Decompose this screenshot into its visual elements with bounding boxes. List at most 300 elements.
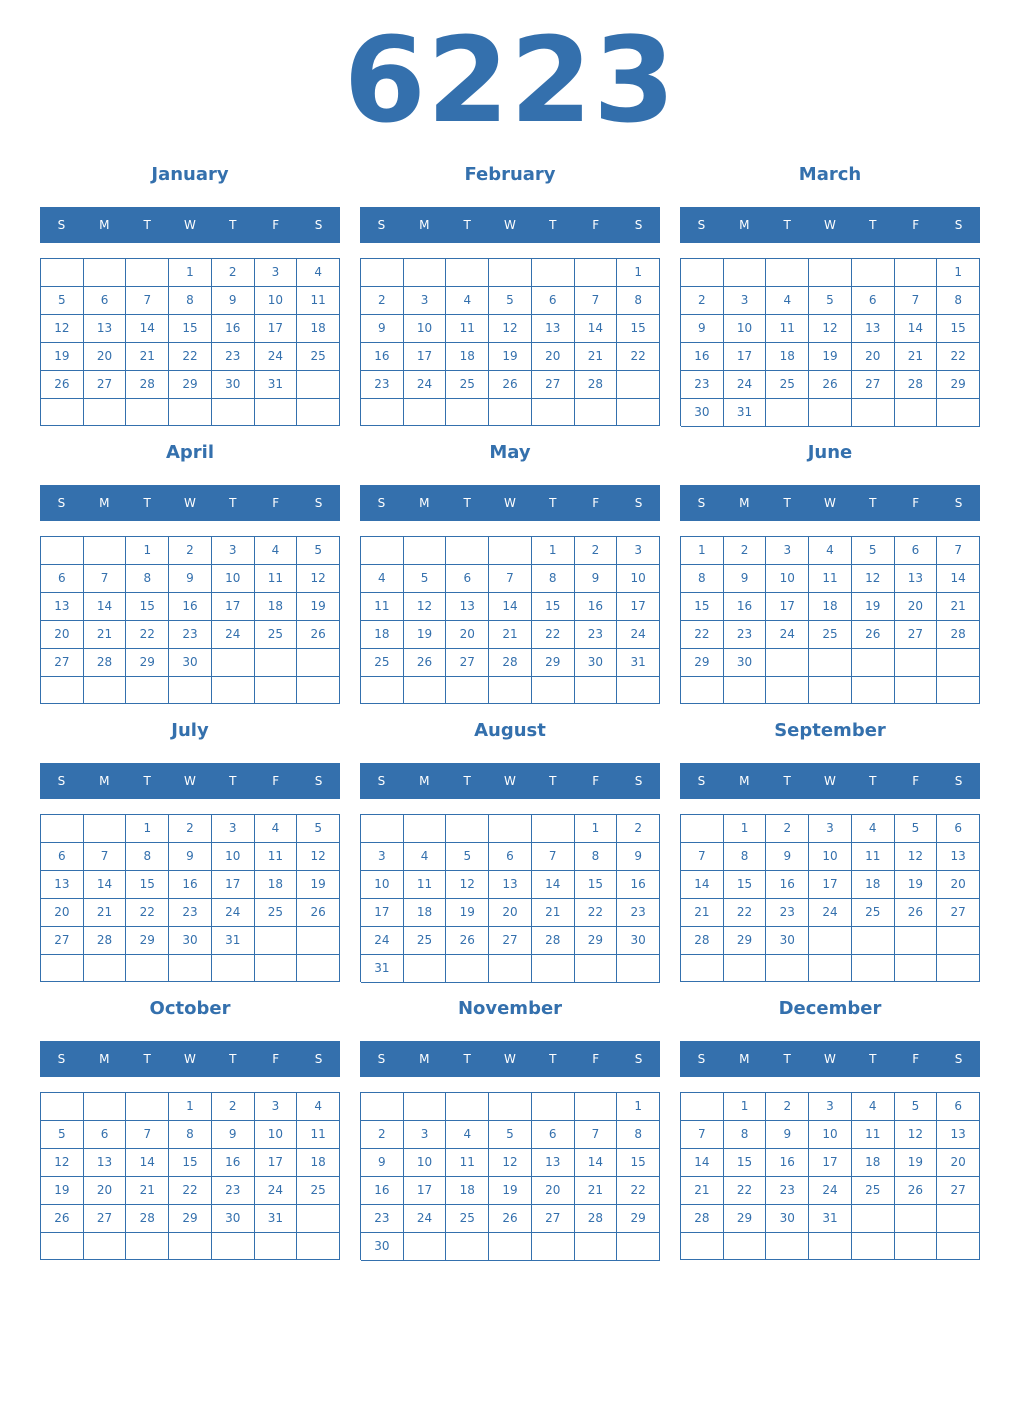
day-cell (766, 399, 809, 427)
day-cell: 7 (126, 1121, 169, 1149)
day-cell: 30 (724, 649, 767, 677)
day-cell: 11 (852, 1121, 895, 1149)
day-cell (766, 259, 809, 287)
day-cell (212, 399, 255, 426)
weekday-label: F (272, 496, 280, 510)
weekday-label: M (99, 218, 110, 232)
day-cell: 2 (681, 287, 724, 315)
day-cell: 16 (169, 593, 212, 621)
day-cell: 6 (446, 565, 489, 593)
day-cell: 19 (297, 593, 340, 621)
day-cell: 11 (255, 843, 298, 871)
day-cell: 28 (575, 371, 618, 399)
day-cell: 12 (809, 315, 852, 343)
day-cell (766, 677, 809, 704)
day-cell: 13 (895, 565, 938, 593)
day-cell: 21 (489, 621, 532, 649)
day-cell (84, 1233, 127, 1260)
weekday-label: S (697, 218, 706, 232)
day-cell: 14 (575, 315, 618, 343)
day-grid (680, 536, 980, 704)
day-cell: 13 (937, 843, 980, 871)
day-cell: 22 (169, 1177, 212, 1205)
weekday-label: M (419, 774, 430, 788)
weekday-label: W (504, 1052, 516, 1066)
day-cell: 20 (852, 343, 895, 371)
weekday-label: T (143, 1052, 151, 1066)
day-cell: 6 (937, 815, 980, 843)
day-cell (617, 371, 660, 399)
weekday-label: F (272, 774, 280, 788)
weekday-label: F (592, 218, 600, 232)
day-cell: 11 (297, 287, 340, 315)
day-cell: 9 (361, 315, 404, 343)
day-cell: 16 (766, 871, 809, 899)
day-cell: 11 (446, 315, 489, 343)
day-cell: 10 (212, 843, 255, 871)
day-cell: 3 (617, 537, 660, 565)
day-cell: 31 (617, 649, 660, 677)
day-cell: 25 (766, 371, 809, 399)
weekday-header (360, 207, 660, 243)
day-cell: 25 (809, 621, 852, 649)
day-cell: 17 (404, 343, 447, 371)
weekday-label: T (143, 218, 151, 232)
day-cell (212, 955, 255, 982)
day-cell: 13 (84, 315, 127, 343)
day-cell: 14 (937, 565, 980, 593)
day-cell: 7 (84, 565, 127, 593)
day-cell: 20 (937, 871, 980, 899)
day-cell (126, 677, 169, 704)
day-cell: 9 (212, 1121, 255, 1149)
day-cell: 1 (126, 537, 169, 565)
day-cell: 4 (852, 815, 895, 843)
day-cell: 20 (84, 343, 127, 371)
day-cell (724, 955, 767, 982)
day-cell: 14 (84, 871, 127, 899)
day-cell: 8 (617, 1121, 660, 1149)
weekday-label: M (99, 774, 110, 788)
day-cell: 28 (84, 649, 127, 677)
day-cell: 7 (84, 843, 127, 871)
weekday-header (680, 485, 980, 521)
day-cell: 15 (617, 1149, 660, 1177)
day-cell: 6 (937, 1093, 980, 1121)
day-cell (809, 677, 852, 704)
day-cell: 27 (937, 899, 980, 927)
weekday-label: F (912, 1052, 920, 1066)
day-cell: 20 (41, 899, 84, 927)
day-cell: 18 (255, 871, 298, 899)
weekday-header (680, 1041, 980, 1077)
day-cell: 17 (361, 899, 404, 927)
day-cell (255, 927, 298, 955)
day-cell: 17 (255, 315, 298, 343)
day-cell: 1 (575, 815, 618, 843)
day-cell: 18 (852, 871, 895, 899)
day-cell: 22 (681, 621, 724, 649)
day-cell: 30 (212, 371, 255, 399)
weekday-header (360, 485, 660, 521)
day-cell: 13 (852, 315, 895, 343)
day-cell: 4 (852, 1093, 895, 1121)
day-cell: 14 (575, 1149, 618, 1177)
day-cell (126, 1093, 169, 1121)
day-cell: 30 (361, 1233, 404, 1261)
weekday-label: W (184, 774, 196, 788)
day-cell: 9 (169, 843, 212, 871)
day-cell: 4 (446, 1121, 489, 1149)
weekday-label: T (549, 774, 557, 788)
day-cell: 16 (212, 315, 255, 343)
day-cell: 3 (212, 537, 255, 565)
day-cell (446, 677, 489, 704)
day-cell: 22 (617, 343, 660, 371)
day-cell: 23 (617, 899, 660, 927)
weekday-label: W (504, 774, 516, 788)
day-cell: 26 (895, 899, 938, 927)
day-cell: 6 (41, 565, 84, 593)
day-cell: 10 (724, 315, 767, 343)
day-cell: 15 (169, 315, 212, 343)
day-cell: 17 (617, 593, 660, 621)
day-cell: 25 (361, 649, 404, 677)
day-cell: 18 (446, 1177, 489, 1205)
day-cell (937, 955, 980, 982)
day-cell: 3 (255, 1093, 298, 1121)
weekday-label: T (869, 774, 877, 788)
weekday-label: W (184, 218, 196, 232)
day-cell: 23 (575, 621, 618, 649)
day-cell (617, 1233, 660, 1261)
weekday-label: M (419, 1052, 430, 1066)
day-cell: 9 (681, 315, 724, 343)
weekday-header (360, 1041, 660, 1077)
day-cell (852, 677, 895, 704)
weekday-label: M (419, 218, 430, 232)
day-cell: 12 (852, 565, 895, 593)
day-cell (212, 649, 255, 677)
day-cell (41, 537, 84, 565)
day-cell: 4 (809, 537, 852, 565)
day-cell: 19 (852, 593, 895, 621)
day-cell: 1 (532, 537, 575, 565)
day-cell: 12 (489, 315, 532, 343)
day-cell: 2 (724, 537, 767, 565)
day-cell: 3 (255, 259, 298, 287)
weekday-header (40, 207, 340, 243)
day-cell: 26 (41, 371, 84, 399)
weekday-header (40, 485, 340, 521)
day-cell: 23 (766, 899, 809, 927)
day-cell: 11 (446, 1149, 489, 1177)
day-grid (40, 258, 340, 426)
day-cell (489, 1093, 532, 1121)
weekday-label: W (504, 218, 516, 232)
day-cell: 7 (575, 287, 618, 315)
day-cell: 2 (169, 537, 212, 565)
day-cell: 30 (169, 927, 212, 955)
day-cell: 5 (404, 565, 447, 593)
month-title: January (151, 164, 229, 185)
day-cell (255, 955, 298, 982)
weekday-header (360, 763, 660, 799)
day-cell: 3 (212, 815, 255, 843)
day-cell: 27 (41, 927, 84, 955)
day-cell: 22 (575, 899, 618, 927)
day-cell: 2 (617, 815, 660, 843)
day-cell (937, 649, 980, 677)
day-cell (489, 1233, 532, 1261)
day-cell: 1 (617, 1093, 660, 1121)
day-cell: 6 (895, 537, 938, 565)
day-cell (489, 259, 532, 287)
day-cell: 26 (895, 1177, 938, 1205)
day-cell: 22 (617, 1177, 660, 1205)
day-cell: 18 (404, 899, 447, 927)
day-cell: 11 (361, 593, 404, 621)
day-cell: 15 (617, 315, 660, 343)
weekday-label: S (57, 496, 66, 510)
day-cell: 19 (446, 899, 489, 927)
day-cell (532, 955, 575, 983)
weekday-label: S (314, 1052, 323, 1066)
day-cell (404, 399, 447, 426)
day-cell: 11 (404, 871, 447, 899)
day-cell: 9 (766, 1121, 809, 1149)
day-cell: 19 (895, 871, 938, 899)
day-cell: 3 (724, 287, 767, 315)
day-grid (40, 1092, 340, 1260)
day-cell: 25 (852, 899, 895, 927)
day-cell (895, 649, 938, 677)
day-cell: 19 (895, 1149, 938, 1177)
day-cell: 16 (575, 593, 618, 621)
day-cell (84, 259, 127, 287)
day-cell: 7 (575, 1121, 618, 1149)
day-cell (937, 677, 980, 704)
day-cell: 12 (489, 1149, 532, 1177)
day-cell: 14 (489, 593, 532, 621)
day-cell: 21 (681, 1177, 724, 1205)
day-cell: 20 (532, 343, 575, 371)
day-cell: 7 (895, 287, 938, 315)
weekday-label: W (824, 496, 836, 510)
day-cell (41, 399, 84, 426)
day-cell: 17 (255, 1149, 298, 1177)
day-cell (895, 399, 938, 427)
day-cell: 22 (126, 621, 169, 649)
day-cell: 28 (532, 927, 575, 955)
day-cell: 30 (766, 1205, 809, 1233)
day-cell: 24 (724, 371, 767, 399)
day-cell: 16 (681, 343, 724, 371)
day-cell: 31 (724, 399, 767, 427)
day-cell (852, 955, 895, 982)
day-cell (532, 677, 575, 704)
day-cell (532, 1093, 575, 1121)
day-cell: 4 (766, 287, 809, 315)
day-cell: 20 (41, 621, 84, 649)
day-cell: 5 (809, 287, 852, 315)
day-cell: 5 (852, 537, 895, 565)
day-cell (617, 677, 660, 704)
day-cell (169, 1233, 212, 1260)
day-cell (84, 677, 127, 704)
day-cell: 24 (255, 1177, 298, 1205)
day-cell (84, 399, 127, 426)
day-cell (809, 649, 852, 677)
day-cell: 4 (255, 815, 298, 843)
day-cell (575, 399, 618, 426)
weekday-label: T (869, 1052, 877, 1066)
weekday-label: T (143, 496, 151, 510)
day-cell: 23 (681, 371, 724, 399)
day-cell: 9 (617, 843, 660, 871)
day-cell (724, 259, 767, 287)
day-cell: 15 (126, 871, 169, 899)
day-cell: 13 (41, 871, 84, 899)
weekday-label: T (229, 1052, 237, 1066)
day-cell (446, 259, 489, 287)
weekday-label: W (184, 1052, 196, 1066)
weekday-label: T (783, 1052, 791, 1066)
day-cell: 4 (297, 1093, 340, 1121)
day-cell: 28 (126, 1205, 169, 1233)
day-cell: 1 (169, 259, 212, 287)
day-cell: 26 (297, 621, 340, 649)
day-cell: 4 (446, 287, 489, 315)
day-cell: 13 (446, 593, 489, 621)
day-cell: 21 (84, 899, 127, 927)
day-cell (895, 677, 938, 704)
day-cell: 1 (937, 259, 980, 287)
weekday-label: W (824, 218, 836, 232)
day-cell (575, 1233, 618, 1261)
day-cell: 25 (297, 343, 340, 371)
weekday-label: T (463, 774, 471, 788)
day-cell: 2 (766, 815, 809, 843)
day-cell (84, 1093, 127, 1121)
day-cell (41, 815, 84, 843)
day-cell (84, 815, 127, 843)
day-cell: 10 (766, 565, 809, 593)
day-cell: 5 (446, 843, 489, 871)
day-cell (255, 649, 298, 677)
day-cell: 12 (446, 871, 489, 899)
day-cell: 27 (532, 371, 575, 399)
day-cell: 28 (895, 371, 938, 399)
day-cell: 6 (852, 287, 895, 315)
day-cell (126, 399, 169, 426)
day-grid (40, 536, 340, 704)
day-cell: 24 (809, 899, 852, 927)
day-grid (40, 814, 340, 982)
month-title: March (798, 164, 862, 185)
day-cell (852, 1205, 895, 1233)
day-cell (575, 1093, 618, 1121)
day-cell: 26 (489, 1205, 532, 1233)
weekday-header (40, 1041, 340, 1077)
day-cell: 12 (41, 1149, 84, 1177)
day-cell: 23 (361, 371, 404, 399)
day-cell: 6 (532, 1121, 575, 1149)
day-cell: 4 (255, 537, 298, 565)
day-cell: 29 (724, 927, 767, 955)
weekday-label: T (783, 774, 791, 788)
day-cell: 18 (361, 621, 404, 649)
weekday-label: T (143, 774, 151, 788)
day-cell (404, 955, 447, 983)
day-cell (84, 955, 127, 982)
day-cell: 24 (212, 899, 255, 927)
day-cell (895, 1205, 938, 1233)
weekday-label: F (592, 774, 600, 788)
day-cell: 26 (852, 621, 895, 649)
day-cell: 17 (404, 1177, 447, 1205)
day-cell: 11 (852, 843, 895, 871)
day-cell: 22 (169, 343, 212, 371)
day-cell (169, 399, 212, 426)
day-cell: 9 (169, 565, 212, 593)
day-cell: 26 (404, 649, 447, 677)
day-cell: 14 (532, 871, 575, 899)
day-cell: 10 (809, 1121, 852, 1149)
day-cell (361, 1093, 404, 1121)
day-cell: 30 (617, 927, 660, 955)
day-cell: 2 (361, 287, 404, 315)
day-cell: 22 (937, 343, 980, 371)
day-cell: 12 (895, 843, 938, 871)
day-cell: 12 (297, 843, 340, 871)
day-cell: 9 (212, 287, 255, 315)
day-cell: 3 (809, 815, 852, 843)
year-title: 6223 (343, 11, 677, 149)
day-cell: 25 (255, 621, 298, 649)
day-cell: 13 (532, 315, 575, 343)
day-cell (84, 537, 127, 565)
day-cell: 5 (489, 287, 532, 315)
day-cell: 10 (361, 871, 404, 899)
day-cell: 18 (766, 343, 809, 371)
day-cell: 8 (681, 565, 724, 593)
day-cell: 7 (489, 565, 532, 593)
day-cell (361, 537, 404, 565)
day-cell: 14 (681, 1149, 724, 1177)
weekday-label: T (869, 496, 877, 510)
day-cell: 31 (255, 371, 298, 399)
day-cell: 3 (404, 1121, 447, 1149)
day-cell: 20 (84, 1177, 127, 1205)
day-cell: 30 (212, 1205, 255, 1233)
day-cell: 21 (575, 1177, 618, 1205)
day-cell: 4 (297, 259, 340, 287)
day-cell: 29 (126, 649, 169, 677)
day-cell: 20 (895, 593, 938, 621)
day-cell: 8 (169, 1121, 212, 1149)
weekday-label: F (592, 496, 600, 510)
day-cell (766, 955, 809, 982)
weekday-label: S (314, 774, 323, 788)
day-cell (681, 1093, 724, 1121)
month-title: July (171, 720, 209, 741)
day-cell (766, 1233, 809, 1260)
day-cell (532, 259, 575, 287)
day-cell: 24 (255, 343, 298, 371)
weekday-label: T (463, 218, 471, 232)
day-cell: 27 (852, 371, 895, 399)
